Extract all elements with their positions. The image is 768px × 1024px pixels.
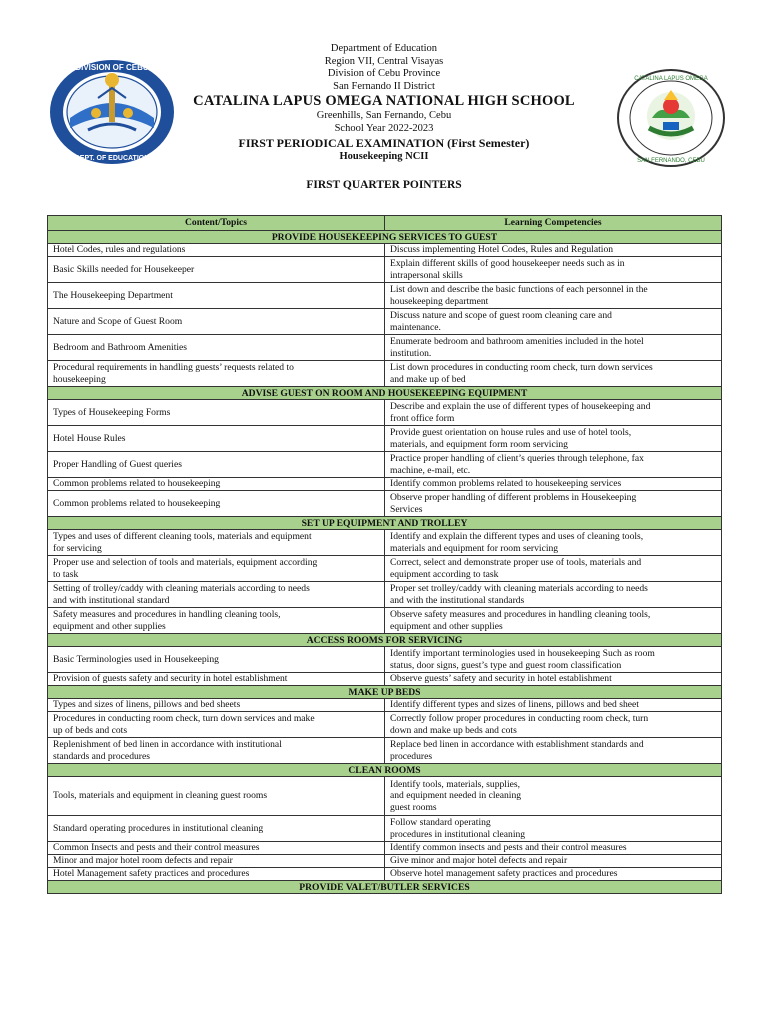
document-title: FIRST QUARTER POINTERS: [306, 179, 462, 191]
letterhead: [180, 43, 588, 163]
department-name: Department of Education: [330, 43, 438, 54]
topic-cell: Proper use and selection of tools and materials, equipment according to task: [48, 556, 385, 582]
topic-cell: Procedures in conducting room check, turn down services and make up of beds and cots: [48, 712, 385, 738]
table-row: [48, 842, 722, 855]
topic-cell: Bedroom and Bathroom Amenities: [48, 335, 385, 361]
competency-cell: Give minor and major hotel defects and repair: [385, 855, 722, 868]
competency-cell: Observe guests’ safety and security in hotel establishment: [385, 673, 722, 686]
section-header-row: [48, 634, 722, 647]
section-header-row: [48, 231, 722, 244]
competency-cell: Identify important terminologies used in housekeeping Such as room status, door signs, guest’s type and guest room classification: [385, 647, 722, 673]
table-row: [48, 673, 722, 686]
table-row: [48, 257, 722, 283]
table-row: [48, 426, 722, 452]
division-name: Division of Cebu Province: [327, 68, 441, 80]
table-header-row: [48, 216, 722, 231]
topic-cell: Standard operating procedures in institutional cleaning: [48, 816, 385, 842]
topic-cell: Tools, materials and equipment in cleaning guest rooms: [48, 777, 385, 816]
competency-cell: List down procedures in conducting room check, turn down services and make up of bed: [385, 361, 722, 387]
section-header-row: [48, 881, 722, 894]
section-title: PROVIDE VALET/BUTLER SERVICES: [48, 881, 722, 894]
table-row: [48, 530, 722, 556]
competency-cell: Correctly follow proper procedures in conducting room check, turn down and make up beds and cots: [385, 712, 722, 738]
competency-cell: Observe safety measures and procedures in handling cleaning tools, equipment and other supplies: [385, 608, 722, 634]
topic-cell: Safety measures and procedures in handling cleaning tools, equipment and other supplies: [48, 608, 385, 634]
topic-cell: Hotel Management safety practices and procedures: [48, 868, 385, 881]
school-year: School Year 2022-2023: [334, 122, 434, 134]
table-row: [48, 478, 722, 491]
svg-text:DEPT. OF EDUCATION: DEPT. OF EDUCATION: [74, 155, 150, 162]
competency-cell: Identify common insects and pests and their control measures: [385, 842, 722, 855]
table-row: [48, 868, 722, 881]
topic-cell: Nature and Scope of Guest Room: [48, 309, 385, 335]
competency-cell: Observe proper handling of different problems in Housekeeping Services: [385, 491, 722, 517]
topic-cell: Common problems related to housekeeping: [48, 491, 385, 517]
column-header-learning-competencies: Learning Competencies: [385, 216, 722, 231]
table-row: [48, 582, 722, 608]
competency-cell: Practice proper handling of client’s queries through telephone, fax machine, e-mail, etc.: [385, 452, 722, 478]
topic-cell: Proper Handling of Guest queries: [48, 452, 385, 478]
section-title: MAKE UP BEDS: [48, 686, 722, 699]
topic-cell: Common problems related to housekeeping: [48, 478, 385, 491]
table-row: [48, 738, 722, 764]
section-title: CLEAN ROOMS: [48, 764, 722, 777]
competency-cell: Identify tools, materials, supplies, and equipment needed in cleaning guest rooms: [385, 777, 722, 816]
topic-cell: Basic Skills needed for Housekeeper: [48, 257, 385, 283]
section-header-row: [48, 764, 722, 777]
section-title: ADVISE GUEST ON ROOM AND HOUSEKEEPING EQUIPMENT: [48, 387, 722, 400]
table-row: [48, 491, 722, 517]
competency-cell: Follow standard operating procedures in institutional cleaning: [385, 816, 722, 842]
topic-cell: Types and sizes of linens, pillows and bed sheets: [48, 699, 385, 712]
section-title: PROVIDE HOUSEKEEPING SERVICES TO GUEST: [48, 231, 722, 244]
competency-cell: Identify different types and sizes of linens, pillows and bed sheet: [385, 699, 722, 712]
topic-cell: Common Insects and pests and their control measures: [48, 842, 385, 855]
topic-cell: Provision of guests safety and security in hotel establishment: [48, 673, 385, 686]
table-row: [48, 283, 722, 309]
exam-title: FIRST PERIODICAL EXAMINATION (First Semester): [238, 135, 530, 150]
topic-cell: The Housekeeping Department: [48, 283, 385, 309]
svg-text:SAN FERNANDO, CEBU: SAN FERNANDO, CEBU: [637, 158, 705, 164]
table-row: [48, 699, 722, 712]
topic-cell: Replenishment of bed linen in accordance with institutional standards and procedures: [48, 738, 385, 764]
svg-text:DIVISION OF CEBU: DIVISION OF CEBU: [75, 63, 149, 72]
competency-cell: Identify and explain the different types and uses of cleaning tools, materials and equipment for room servicing: [385, 530, 722, 556]
school-name: CATALINA LAPUS OMEGA NATIONAL HIGH SCHOOL: [193, 93, 575, 110]
school-seal-logo: [616, 68, 726, 168]
topic-cell: Setting of trolley/caddy with cleaning materials according to needs and with institutional standard: [48, 582, 385, 608]
table-row: [48, 335, 722, 361]
table-row: [48, 361, 722, 387]
topic-cell: Types of Housekeeping Forms: [48, 400, 385, 426]
table-body: [48, 231, 722, 894]
competency-cell: Enumerate bedroom and bathroom amenities included in the hotel institution.: [385, 335, 722, 361]
table-row: [48, 712, 722, 738]
region-name: Region VII, Central Visayas: [324, 55, 444, 67]
table-row: [48, 647, 722, 673]
competency-cell: Replace bed linen in accordance with establishment standards and procedures: [385, 738, 722, 764]
competency-cell: Identify common problems related to housekeeping services: [385, 478, 722, 491]
topic-cell: Hotel House Rules: [48, 426, 385, 452]
competency-cell: Proper set trolley/caddy with cleaning materials according to needs and with the institutional standards: [385, 582, 722, 608]
competency-cell: Explain different skills of good housekeeper needs such as in intrapersonal skills: [385, 257, 722, 283]
table-row: [48, 816, 722, 842]
competency-cell: Provide guest orientation on house rules and use of hotel tools, materials, and equipment form room servicing: [385, 426, 722, 452]
table-row: [48, 309, 722, 335]
section-title: ACCESS ROOMS FOR SERVICING: [48, 634, 722, 647]
competency-cell: List down and describe the basic functions of each personnel in the housekeeping department: [385, 283, 722, 309]
table-row: [48, 556, 722, 582]
competency-cell: Discuss implementing Hotel Codes, Rules and Regulation: [385, 244, 722, 257]
competency-cell: Observe hotel management safety practices and procedures: [385, 868, 722, 881]
topic-cell: Minor and major hotel room defects and repair: [48, 855, 385, 868]
subject-name: Housekeeping NCII: [339, 150, 429, 162]
table-row: [48, 244, 722, 257]
table-row: [48, 855, 722, 868]
section-header-row: [48, 517, 722, 530]
topic-cell: Types and uses of different cleaning tools, materials and equipment for servicing: [48, 530, 385, 556]
district-name: San Fernando II District: [333, 80, 435, 92]
column-header-content-topics: Content/Topics: [48, 216, 385, 231]
topic-cell: Hotel Codes, rules and regulations: [48, 244, 385, 257]
section-header-row: [48, 686, 722, 699]
section-title: SET UP EQUIPMENT AND TROLLEY: [48, 517, 722, 530]
table-row: [48, 777, 722, 816]
topic-cell: Procedural requirements in handling guests’ requests related to housekeeping: [48, 361, 385, 387]
topic-cell: Basic Terminologies used in Housekeeping: [48, 647, 385, 673]
school-address: Greenhills, San Fernando, Cebu: [316, 110, 452, 122]
competency-cell: Correct, select and demonstrate proper use of tools, materials and equipment according to task: [385, 556, 722, 582]
svg-text:CATALINA LAPUS OMEGA: CATALINA LAPUS OMEGA: [634, 76, 708, 82]
table-row: [48, 400, 722, 426]
competency-cell: Describe and explain the use of different types of housekeeping and front office form: [385, 400, 722, 426]
section-header-row: [48, 387, 722, 400]
table-row: [48, 608, 722, 634]
competency-cell: Discuss nature and scope of guest room cleaning care and maintenance.: [385, 309, 722, 335]
table-row: [48, 452, 722, 478]
pointers-table: [47, 215, 722, 894]
division-of-cebu-seal-logo: [48, 58, 176, 166]
